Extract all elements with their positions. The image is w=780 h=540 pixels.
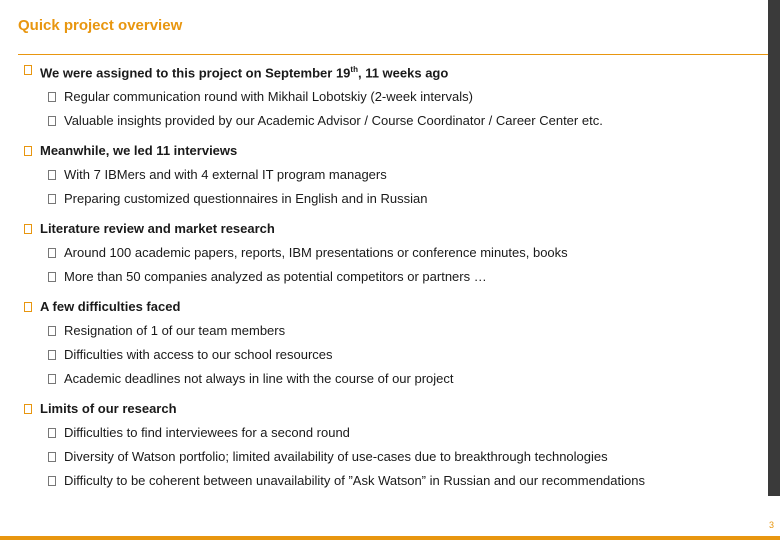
right-side-bar	[768, 0, 780, 496]
section-heading-text: A few difficulties faced	[40, 299, 181, 315]
bullet-square-icon	[24, 146, 32, 156]
slide-content	[24, 60, 764, 501]
list-item-text: Academic deadlines not always in line with the course of our project	[64, 371, 454, 387]
bullet-square-icon	[48, 92, 56, 102]
section	[24, 60, 764, 131]
section-heading	[24, 219, 764, 239]
section	[24, 297, 764, 389]
slide-title: Quick project overview	[18, 17, 183, 34]
bullet-square-icon	[48, 452, 56, 462]
bullet-square-icon	[24, 302, 32, 312]
section-heading-text-rest: , 11 weeks ago	[357, 65, 449, 81]
bullet-square-icon	[24, 404, 32, 414]
list-item-text: Difficulty to be coherent between unavailability of ”Ask Watson” in Russian and our recommendations	[64, 473, 645, 489]
list-item	[24, 447, 764, 467]
list-item	[24, 345, 764, 365]
page-number: 3	[768, 520, 774, 530]
list-item-text: Difficulties with access to our school resources	[64, 347, 333, 363]
section	[24, 399, 764, 491]
list-item	[24, 423, 764, 443]
section-heading-text: Meanwhile, we led 11 interviews	[40, 143, 238, 159]
list-item-text: Preparing customized questionnaires in English and in Russian	[64, 191, 428, 207]
list-item	[24, 165, 764, 185]
section-heading-text: Literature review and market research	[40, 221, 275, 237]
section-heading-text: We were assigned to this project on September 19	[40, 65, 351, 81]
list-item	[24, 267, 764, 287]
list-item-text: More than 50 companies analyzed as potential competitors or partners …	[64, 269, 487, 285]
bullet-square-icon	[48, 476, 56, 486]
list-item	[24, 243, 764, 263]
bullet-square-icon	[24, 65, 32, 75]
list-item	[24, 87, 764, 107]
list-item-text: Around 100 academic papers, reports, IBM presentations or conference minutes, books	[64, 245, 568, 261]
list-item-text: Diversity of Watson portfolio; limited availability of use-cases due to breakthrough technologies	[64, 449, 608, 465]
bullet-square-icon	[48, 248, 56, 258]
list-item-text: Difficulties to find interviewees for a second round	[64, 425, 350, 441]
title-divider	[18, 54, 768, 55]
section-heading-text: Limits of our research	[40, 401, 177, 417]
heading-superscript: th	[350, 65, 358, 74]
bullet-square-icon	[48, 170, 56, 180]
section-heading	[24, 297, 764, 317]
bullet-square-icon	[48, 428, 56, 438]
list-item-text: Valuable insights provided by our Academic Advisor / Course Coordinator / Career Center etc.	[64, 113, 603, 129]
section-heading	[24, 141, 764, 161]
bullet-square-icon	[48, 374, 56, 384]
list-item-text: Regular communication round with Mikhail Lobotskiy (2-week intervals)	[64, 89, 473, 105]
list-item	[24, 471, 764, 491]
bullet-square-icon	[48, 272, 56, 282]
bullet-square-icon	[48, 326, 56, 336]
section	[24, 141, 764, 209]
list-item-text: Resignation of 1 of our team members	[64, 323, 286, 339]
list-item	[24, 189, 764, 209]
section-heading	[24, 399, 764, 419]
list-item-text: With 7 IBMers and with 4 external IT program managers	[64, 167, 387, 183]
bullet-square-icon	[48, 116, 56, 126]
section	[24, 219, 764, 287]
footer-divider	[0, 536, 780, 540]
section-heading	[24, 60, 764, 83]
bullet-square-icon	[48, 194, 56, 204]
list-item	[24, 321, 764, 341]
bullet-square-icon	[48, 350, 56, 360]
bullet-square-icon	[24, 224, 32, 234]
list-item	[24, 369, 764, 389]
list-item	[24, 111, 764, 131]
